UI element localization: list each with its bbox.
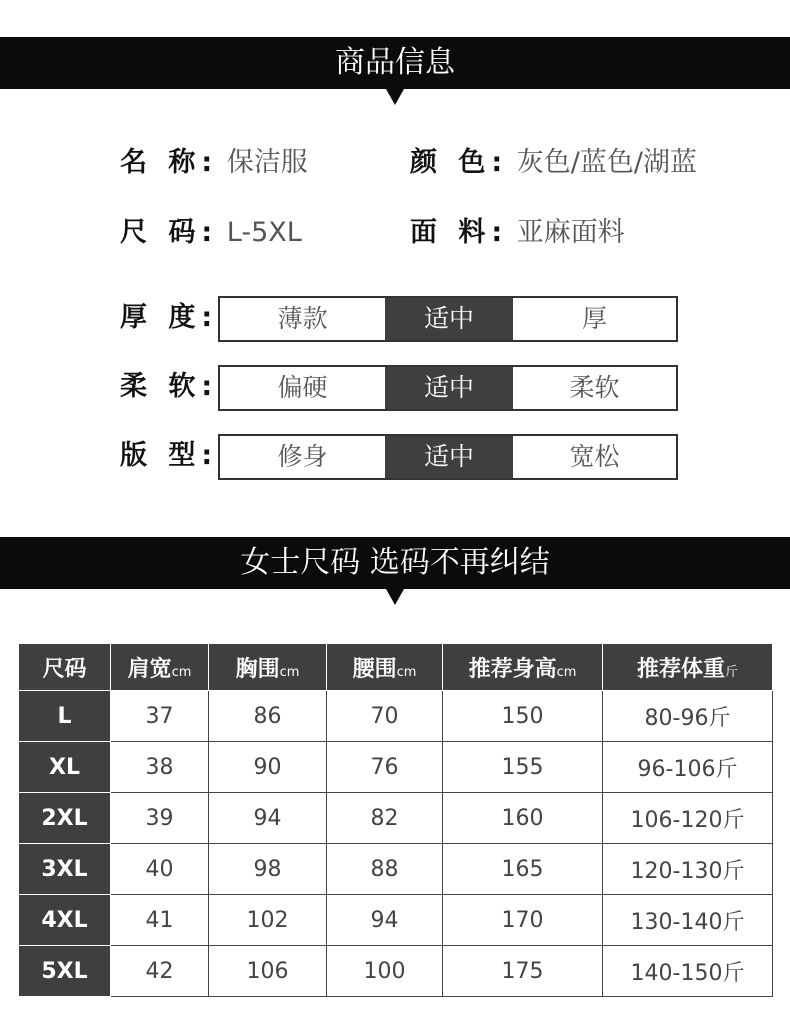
- header-weight: 推荐体重斤: [603, 644, 773, 691]
- table-row: [19, 793, 773, 844]
- header-height: 推荐身高cm: [443, 644, 603, 691]
- table-cell: 39: [111, 793, 209, 844]
- info-size: [120, 210, 302, 249]
- info-value: 亚麻面料: [516, 217, 625, 248]
- table-cell: 90: [209, 742, 327, 793]
- table-cell: 41: [111, 895, 209, 946]
- info-color: [410, 140, 697, 179]
- table-cell: 120-130斤: [603, 844, 773, 895]
- section-banner-product-info: [0, 37, 790, 89]
- table-header-row: [19, 644, 773, 691]
- rating-scale: [218, 434, 678, 480]
- row-size: 2XL: [19, 793, 111, 844]
- row-size: 5XL: [19, 946, 111, 997]
- section-title: 商品信息: [335, 45, 455, 80]
- info-label: 颜 色:: [410, 147, 509, 178]
- rating-option: 厚: [581, 304, 607, 333]
- section-title: 女士尺码 选码不再纠结: [240, 545, 550, 580]
- table-cell: 100: [327, 946, 443, 997]
- banner-pointer-icon: [386, 89, 404, 105]
- table-cell: 40: [111, 844, 209, 895]
- table-cell: 140-150斤: [603, 946, 773, 997]
- rating-scale: [218, 296, 678, 342]
- rating-option: 薄款: [277, 304, 328, 333]
- size-table: [18, 643, 773, 997]
- table-cell: 42: [111, 946, 209, 997]
- rating-option: 宽松: [569, 442, 620, 471]
- table-cell: 155: [443, 742, 603, 793]
- table-cell: 70: [327, 691, 443, 742]
- table-cell: 160: [443, 793, 603, 844]
- info-value: 灰色/蓝色/湖蓝: [516, 147, 697, 178]
- rating-label: 柔 软:: [120, 371, 219, 402]
- rating-option-selected: 适中: [385, 367, 513, 409]
- rating-softness: [120, 365, 680, 411]
- rating-option: 偏硬: [277, 373, 328, 402]
- info-label: 尺 码:: [120, 217, 219, 248]
- rating-thickness: [120, 296, 680, 342]
- rating-fit: [120, 434, 680, 480]
- rating-option-selected: 适中: [385, 436, 513, 478]
- table-row: [19, 946, 773, 997]
- table-row: [19, 742, 773, 793]
- table-cell: 94: [327, 895, 443, 946]
- rating-option: 修身: [277, 442, 328, 471]
- rating-option: 柔软: [569, 373, 620, 402]
- table-cell: 175: [443, 946, 603, 997]
- table-cell: 96-106斤: [603, 742, 773, 793]
- row-size: 3XL: [19, 844, 111, 895]
- table-row: [19, 844, 773, 895]
- rating-label: 厚 度:: [120, 302, 219, 333]
- table-cell: 150: [443, 691, 603, 742]
- info-value: L-5XL: [226, 217, 302, 248]
- table-cell: 37: [111, 691, 209, 742]
- info-value: 保洁服: [226, 147, 308, 178]
- table-cell: 102: [209, 895, 327, 946]
- info-label: 面 料:: [410, 217, 509, 248]
- info-name: [120, 140, 308, 179]
- table-row: [19, 691, 773, 742]
- table-cell: 38: [111, 742, 209, 793]
- info-label: 名 称:: [120, 147, 219, 178]
- banner-pointer-icon: [386, 589, 404, 605]
- table-cell: 88: [327, 844, 443, 895]
- row-size: XL: [19, 742, 111, 793]
- table-cell: 98: [209, 844, 327, 895]
- info-fabric: [410, 210, 625, 249]
- table-row: [19, 895, 773, 946]
- rating-label: 版 型:: [120, 440, 219, 471]
- header-chest: 胸围cm: [209, 644, 327, 691]
- rating-option-selected: 适中: [385, 298, 513, 340]
- table-cell: 106-120斤: [603, 793, 773, 844]
- header-waist: 腰围cm: [327, 644, 443, 691]
- table-cell: 106: [209, 946, 327, 997]
- table-cell: 165: [443, 844, 603, 895]
- table-cell: 82: [327, 793, 443, 844]
- row-size: 4XL: [19, 895, 111, 946]
- table-cell: 170: [443, 895, 603, 946]
- table-cell: 80-96斤: [603, 691, 773, 742]
- header-shoulder: 肩宽cm: [111, 644, 209, 691]
- header-size: 尺码: [19, 644, 111, 691]
- table-cell: 94: [209, 793, 327, 844]
- section-banner-size-guide: [0, 537, 790, 589]
- rating-scale: [218, 365, 678, 411]
- table-cell: 130-140斤: [603, 895, 773, 946]
- table-cell: 86: [209, 691, 327, 742]
- row-size: L: [19, 691, 111, 742]
- table-cell: 76: [327, 742, 443, 793]
